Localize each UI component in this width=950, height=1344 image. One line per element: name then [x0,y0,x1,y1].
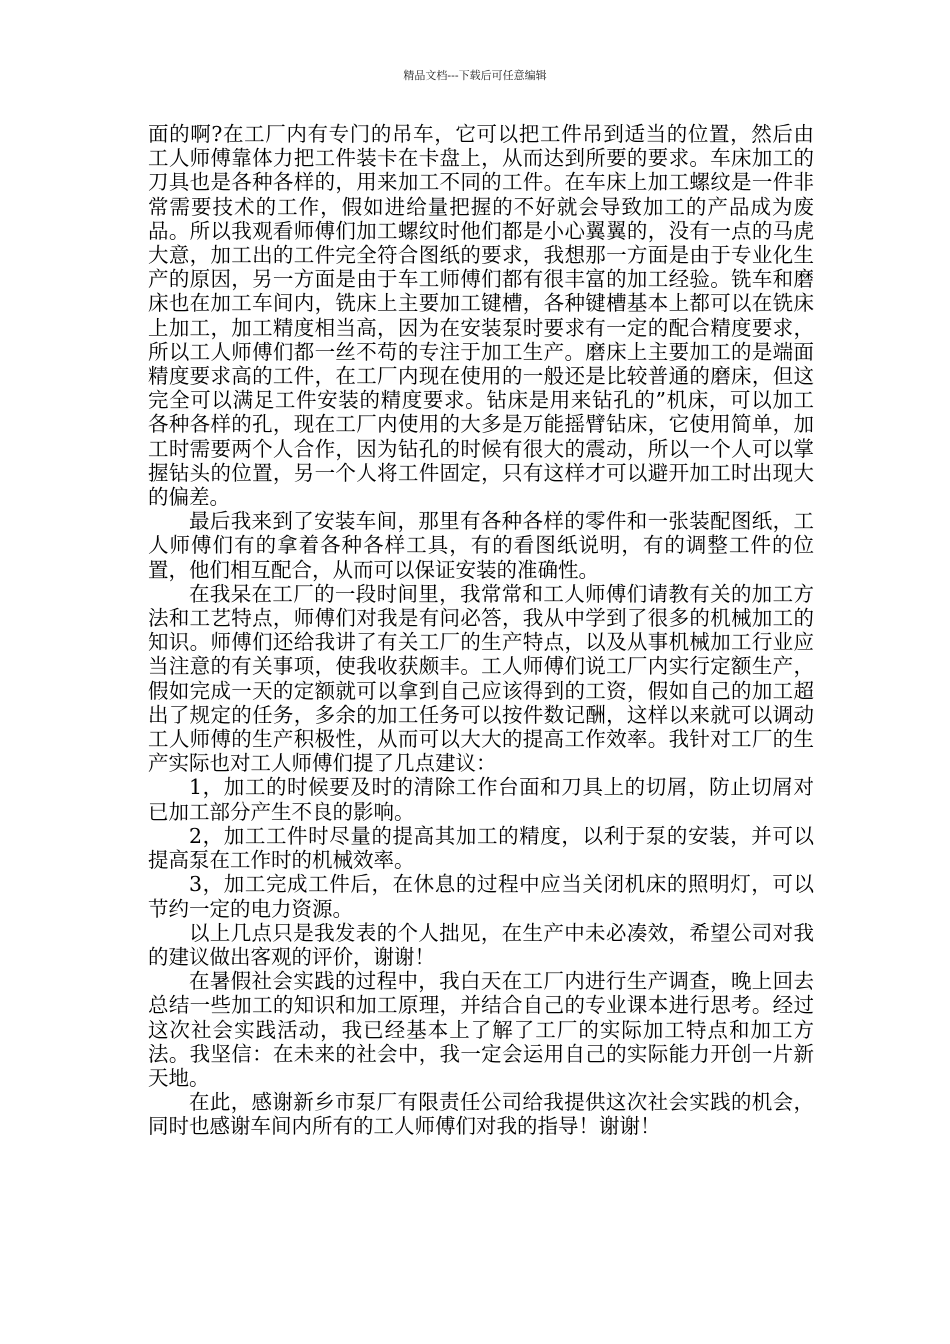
paragraph-9: 在此，感谢新乡市泵厂有限责任公司给我提供这次社会实践的机会，同时也感谢车间内所有的工人师傅们对我的指导！谢谢！ [148,1090,814,1139]
paragraph-3: 在我呆在工厂的一段时间里，我常常和工人师傅们请教有关的加工方法和工艺特点，师傅们对我是有问必答，我从中学到了很多的机械加工的知识。师傅们还给我讲了有关工厂的生产特点，以及从事机械加工行业应当注意的有关事项，使我收获颇丰。工人师傅们说工厂内实行定额生产，假如完成一天的定额就可以拿到自己应该得到的工资，假如自己的加工超出了规定的任务，多余的加工任务可以按件数记酬，这样以来就可以调动工人师傅的生产积极性，从而可以大大的提高工作效率。我针对工厂的生产实际也对工人师傅们提了几点建议： [148,581,814,776]
document-body [148,122,814,1139]
paragraph-2: 最后我来到了安装车间，那里有各种各样的零件和一张装配图纸，工人师傅们有的拿着各种各样工具，有的看图纸说明，有的调整工件的位置，他们相互配合，从而可以保证安装的准确性。 [148,509,814,582]
paragraph-8: 在暑假社会实践的过程中，我白天在工厂内进行生产调查，晚上回去总结一些加工的知识和加工原理，并结合自己的专业课本进行思考。经过这次社会实践活动，我已经基本上了解了工厂的实际加工特点和加工方法。我坚信：在未来的社会中，我一定会运用自己的实际能力开创一片新天地。 [148,969,814,1090]
suggestion-1: 1，加工的时候要及时的清除工作台面和刀具上的切屑，防止切屑对已加工部分产生不良的影响。 [148,775,814,824]
page-header: 精品文档---下载后可任意编辑 [403,69,547,82]
paragraph-1: 面的啊?在工厂内有专门的吊车，它可以把工件吊到适当的位置，然后由工人师傅靠体力把工件装卡在卡盘上，从而达到所要的要求。车床加工的刀具也是各种各样的，用来加工不同的工件。在车床上加工螺纹是一件非常需要技术的工作，假如进给量把握的不好就会导致加工的产品成为废品。所以我观看师傅们加工螺纹时他们都是小心翼翼的，没有一点的马虎大意，加工出的工件完全符合图纸的要求，我想那一方面是由于专业化生产的原因，另一方面是由于车工师傅们都有很丰富的加工经验。铣车和磨床也在加工车间内，铣床上主要加工键槽，各种键槽基本上都可以在铣床上加工，加工精度相当高，因为在安装泵时要求有一定的配合精度要求，所以工人师傅们都一丝不苟的专注于加工生产。磨床上主要加工的是端面精度要求高的工件，在工厂内现在使用的一般还是比较普通的磨床，但这完全可以满足工件安装的精度要求。钻床是用来钻孔的”机床，可以加工各种各样的孔，现在工厂内使用的大多是万能摇臂钻床，它使用简单，加工时需要两个人合作，因为钻孔的时候有很大的震动，所以一个人可以掌握钻头的位置，另一个人将工件固定，只有这样才可以避开加工时出现大的偏差。 [148,122,814,510]
suggestion-2: 2，加工工件时尽量的提高其加工的精度，以利于泵的安装，并可以提高泵在工作时的机械效率。 [148,823,814,873]
paragraph-7: 以上几点只是我发表的个人拙见，在生产中未必凑效，希望公司对我的建议做出客观的评价，谢谢！ [148,920,814,969]
suggestion-3: 3，加工完成工件后，在休息的过程中应当关闭机床的照明灯，可以节约一定的电力资源。 [148,872,814,921]
